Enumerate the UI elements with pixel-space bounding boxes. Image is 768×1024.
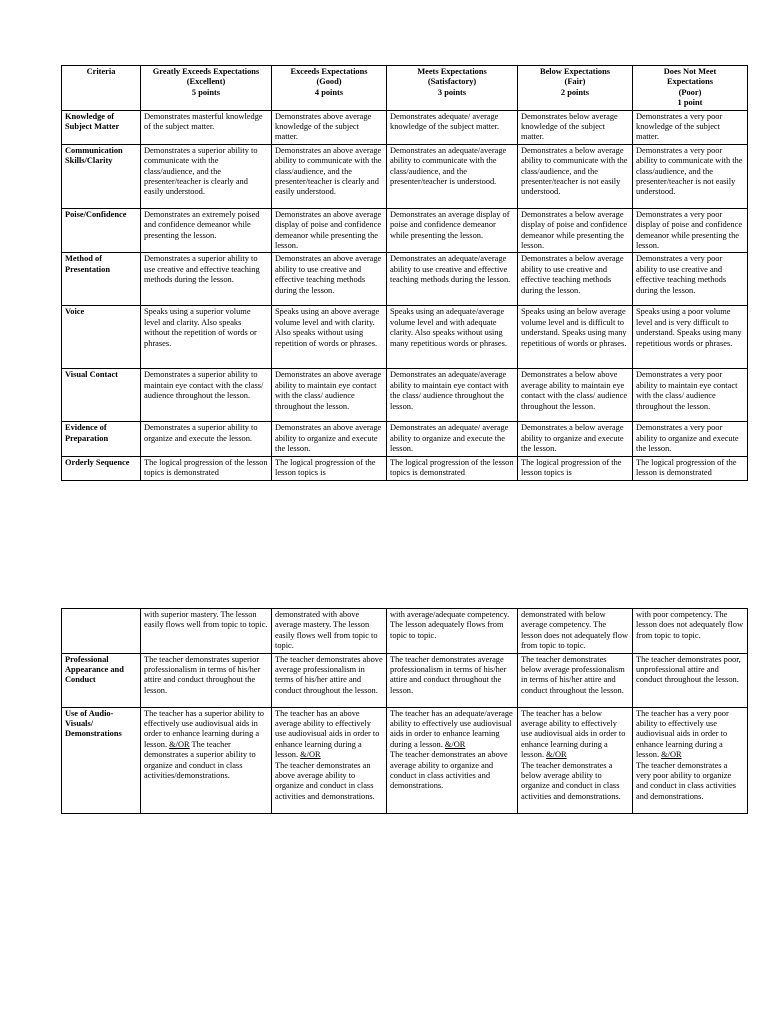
rating-cell: Demonstrates an extremely poised and confidence demeanor while presenting the lesson. [141, 208, 272, 253]
rating-cell: demonstrated with below average competency. The lesson does not adequately flow from topic to topic. [518, 609, 633, 654]
rating-cell: demonstrated with above average mastery. The lesson easily flows well from topic to topic. [272, 609, 387, 654]
criteria-cell: Professional Appearance and Conduct [62, 653, 141, 707]
rating-cell: The logical progression of the lesson topics is demonstrated [141, 456, 272, 480]
rating-cell: with poor competency. The lesson does not adequately flow from topic to topic. [633, 609, 748, 654]
and-or-label: &/OR [661, 750, 682, 760]
table-row [62, 306, 748, 369]
rating-cell: The teacher demonstrates below average professionalism in terms of his/her attire and conduct throughout the lesson. [518, 653, 633, 707]
cell-text: The teacher has a superior ability to effectively use audiovisual aids in order to enhance learning during a lesson. [144, 708, 264, 749]
cell-text: The teacher demonstrates a below average ability to organize and conduct in class activities and demonstrations. [521, 760, 621, 801]
rating-cell: Demonstrates a superior ability to use creative and effective teaching methods during the lesson. [141, 253, 272, 306]
header-row [62, 66, 748, 111]
rubric-table-part-2 [61, 608, 748, 814]
cell-text: The teacher has an above average ability to effectively use audiovisual aids in order to enhance learning during a lesson. [275, 708, 380, 760]
and-or-label: &/OR [444, 739, 466, 749]
rating-cell: Demonstrates below average knowledge of the subject matter. [518, 110, 633, 144]
criteria-cell: Voice [62, 306, 141, 369]
table-row [62, 208, 748, 253]
table-row [62, 422, 748, 456]
cell-text: The teacher demonstrates a very poor ability to organize and conduct in class activities and demonstrations. [636, 760, 737, 801]
table-row [62, 369, 748, 422]
rating-cell: with superior mastery. The lesson easily flows well from topic to topic. [141, 609, 272, 654]
table-row [62, 456, 748, 480]
rating-cell [633, 707, 748, 813]
table-row [62, 707, 748, 813]
rating-cell: Demonstrates a very poor display of poise and confidence demeanor while presenting the lesson. [633, 208, 748, 253]
rating-cell: Demonstrates a below average ability to use creative and effective teaching methods during the lesson. [518, 253, 633, 306]
rating-cell: Demonstrates masterful knowledge of the subject matter. [141, 110, 272, 144]
rating-cell [387, 707, 518, 813]
criteria-cell: Communication Skills/Clarity [62, 144, 141, 208]
rating-cell: The teacher demonstrates superior professionalism in terms of his/her attire and conduct throughout the lesson. [141, 653, 272, 707]
criteria-cell: Method of Presentation [62, 253, 141, 306]
rating-cell: Demonstrates an above average ability to use creative and effective teaching methods during the lesson. [272, 253, 387, 306]
rating-cell: Speaks using an adequate/average volume level and with adequate clarity. Also speaks without using many repetitious words or phrases. [387, 306, 518, 369]
rating-cell: Demonstrates a very poor ability to maintain eye contact with the class/ audience throughout the lesson. [633, 369, 748, 422]
rating-cell: Demonstrates an above average ability to communicate with the class/audience, and the presenter/teacher is clearly and easily understood. [272, 144, 387, 208]
criteria-cell: Visual Contact [62, 369, 141, 422]
rating-cell: Demonstrates a below above average ability to maintain eye contact with the class/ audience throughout the lesson. [518, 369, 633, 422]
and-or-label: &/OR [300, 750, 321, 760]
table-row [62, 144, 748, 208]
header-criteria: Criteria [62, 66, 141, 111]
cell-text: The teacher has a very poor ability to effectively use audiovisual aids in order to enhance learning during a lesson. [636, 708, 729, 760]
rating-cell: Demonstrates an adequate/ average ability to organize and execute the lesson. [387, 422, 518, 456]
rating-cell: Demonstrates a very poor ability to organize and execute the lesson. [633, 422, 748, 456]
rating-cell [518, 707, 633, 813]
rating-cell: Demonstrates an above average ability to organize and execute the lesson. [272, 422, 387, 456]
rating-cell [141, 707, 272, 813]
header-meets: Meets Expectations (Satisfactory) 3 points [387, 66, 518, 111]
rating-cell: The logical progression of the lesson topics is demonstrated [387, 456, 518, 480]
rubric-table-part-1 [61, 65, 748, 481]
header-greatly-exceeds: Greatly Exceeds Expectations (Excellent) 5 points [141, 66, 272, 111]
cell-text: The teacher demonstrates an above average ability to organize and conduct in class activities and demonstrations. [275, 760, 375, 801]
rating-cell: Speaks using a poor volume level and is very difficult to understand. Speaks using many repetitious words or phrases. [633, 306, 748, 369]
criteria-cell: Knowledge of Subject Matter [62, 110, 141, 144]
rating-cell: Demonstrates an above average display of poise and confidence demeanor while presenting the lesson. [272, 208, 387, 253]
table-row [62, 653, 748, 707]
rating-cell: Demonstrates a below average ability to organize and execute the lesson. [518, 422, 633, 456]
rating-cell: Demonstrates an above average ability to maintain eye contact with the class/ audience throughout the lesson. [272, 369, 387, 422]
table-row [62, 253, 748, 306]
rating-cell: Demonstrates an adequate/average ability to maintain eye contact with the class/ audience throughout the lesson. [387, 369, 518, 422]
rating-cell: Demonstrates an adequate/average ability to communicate with the class/audience, and the presenter/teacher is understood. [387, 144, 518, 208]
rating-cell [272, 707, 387, 813]
cell-text: The teacher demonstrates an above average ability to organize and conduct in class activities and demonstrations. [390, 750, 508, 791]
header-does-not-meet: Does Not Meet Expectations (Poor) 1 point [633, 66, 748, 111]
cell-text: The teacher demonstrates a superior ability to organize and conduct in class activities/demonstrations. [144, 739, 256, 781]
table-row [62, 110, 748, 144]
rating-cell: Demonstrates a superior ability to communicate with the class/audience, and the presenter/teacher is clearly and easily understood. [141, 144, 272, 208]
rating-cell: Demonstrates a below average ability to communicate with the class/audience, and the presenter/teacher is not easily understood. [518, 144, 633, 208]
header-below: Below Expectations (Fair) 2 points [518, 66, 633, 111]
table-row [62, 609, 748, 654]
rating-cell: Demonstrates an adequate/average ability to use creative and effective teaching methods during the lesson. [387, 253, 518, 306]
criteria-cell [62, 609, 141, 654]
cell-text: The teacher has a below average ability to effectively use audiovisual aids in order to enhance learning during a lesson. [521, 708, 626, 760]
rating-cell: Demonstrates a superior ability to organize and execute the lesson. [141, 422, 272, 456]
rating-cell: Demonstrates a very poor knowledge of the subject matter. [633, 110, 748, 144]
criteria-cell: Poise/Confidence [62, 208, 141, 253]
criteria-cell: Orderly Sequence [62, 456, 141, 480]
rating-cell: Demonstrates a below average display of poise and confidence demeanor while presenting the lesson. [518, 208, 633, 253]
criteria-cell: Evidence of Preparation [62, 422, 141, 456]
criteria-cell: Use of Audio-Visuals/ Demonstrations [62, 707, 141, 813]
rating-cell: Demonstrates an average display of poise and confidence demeanor while presenting the lesson. [387, 208, 518, 253]
header-exceeds: Exceeds Expectations (Good) 4 points [272, 66, 387, 111]
rating-cell: The logical progression of the lesson topics is [272, 456, 387, 480]
rating-cell: Demonstrates adequate/ average knowledge of the subject matter. [387, 110, 518, 144]
rating-cell: Speaks using an above average volume level and with clarity. Also speaks without using repetition of words or phrases. [272, 306, 387, 369]
and-or-label: &/OR [546, 750, 567, 760]
rating-cell: The logical progression of the lesson is demonstrated [633, 456, 748, 480]
rating-cell: Demonstrates a very poor ability to communicate with the class/audience, and the presenter/teacher is not easily understood. [633, 144, 748, 208]
cell-text: The teacher has an adequate/average ability to effectively use audiovisual aids in order to enhance learning during a lesson. [390, 708, 513, 749]
rating-cell: Demonstrates a superior ability to maintain eye contact with the class/ audience throughout the lesson. [141, 369, 272, 422]
rating-cell: with average/adequate competency. The lesson adequately flows from topic to topic. [387, 609, 518, 654]
rating-cell: Speaks using an below average volume level and is difficult to understand. Speaks using many repetitious of words or phrases. [518, 306, 633, 369]
rating-cell: Speaks using a superior volume level and clarity. Also speaks without the repetition of words or phrases. [141, 306, 272, 369]
rating-cell: The teacher demonstrates average professionalism in terms of his/her attire and conduct throughout the lesson. [387, 653, 518, 707]
rating-cell: The logical progression of the lesson topics is [518, 456, 633, 480]
rating-cell: Demonstrates above average knowledge of the subject matter. [272, 110, 387, 144]
rating-cell: The teacher demonstrates above average professionalism in terms of his/her attire and conduct throughout the lesson. [272, 653, 387, 707]
rating-cell: The teacher demonstrates poor, unprofessional attire and conduct throughout the lesson. [633, 653, 748, 707]
rating-cell: Demonstrates a very poor ability to use creative and effective teaching methods during the lesson. [633, 253, 748, 306]
and-or-label: &/OR [169, 739, 190, 749]
